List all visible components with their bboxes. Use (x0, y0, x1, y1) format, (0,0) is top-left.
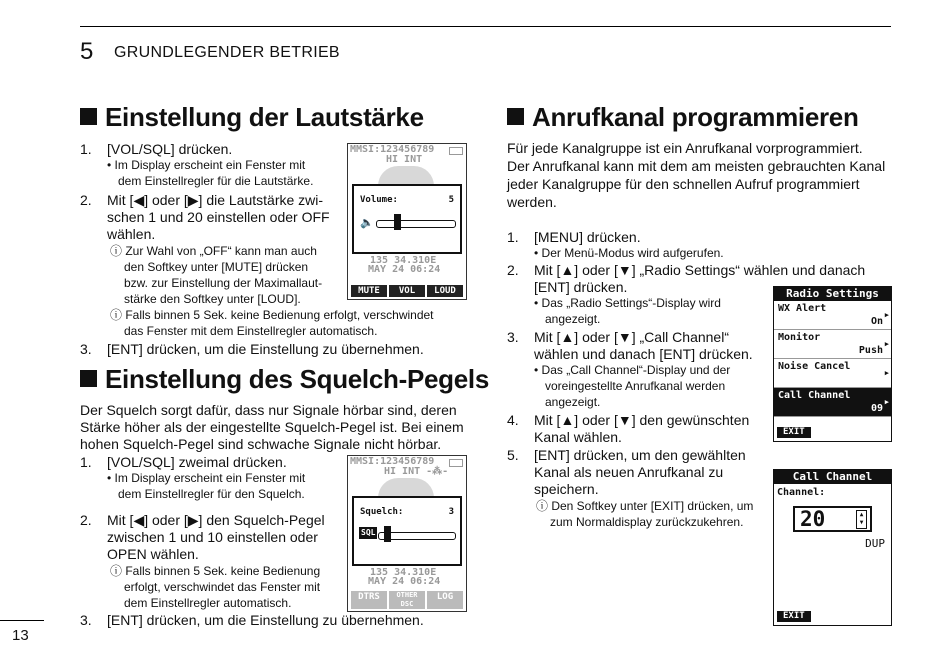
squelch-heading-text: Einstellung des Squelch-Pegels (105, 364, 489, 394)
radio-settings-screen (773, 286, 892, 442)
callchannel-intro-line: Für jede Kanalgruppe ist ein Anrufkanal vorprogrammiert. (507, 140, 863, 156)
menu-item-label: Monitor (778, 332, 821, 343)
coords-text: 135 34.310E (370, 567, 437, 578)
step-number: 1. (80, 141, 92, 157)
date-text: MAY 24 06:24 (368, 264, 441, 275)
heading-square-icon (80, 108, 97, 125)
coords-text: 135 34.310E (370, 255, 437, 266)
status-text: HI INT (386, 154, 423, 165)
softkey-mute[interactable]: MUTE (351, 285, 387, 297)
callchannel-step3: Mit [▲] oder [▼] „Call Channel“ (534, 329, 729, 345)
softkey-loud[interactable]: LOUD (427, 285, 463, 297)
menu-item-value: On (870, 316, 883, 327)
menu-item-label: Call Channel (778, 390, 851, 401)
speaker-icon: 🔈 (360, 216, 374, 229)
volume-step2: schen 1 und 20 einstellen oder OFF (107, 209, 330, 225)
channel-digits-shadow (378, 478, 434, 498)
softkey-log[interactable]: LOG (427, 591, 463, 609)
softkey-bar (351, 285, 463, 297)
callchannel-intro-line: Der Anrufkanal kann mit dem am meisten gebrauchten Kanal (507, 158, 886, 174)
softkey-vol[interactable]: VOL (389, 285, 425, 297)
step-number: 5. (507, 447, 519, 463)
callchannel-step5: Kanal als neuen Anrufkanal zu (534, 464, 724, 480)
volume-slider-knob[interactable] (394, 214, 401, 230)
squelch-popup (352, 496, 462, 566)
callchannel-step1: [MENU] drücken. (534, 229, 641, 245)
volume-tip: stärke den Softkey unter [LOUD]. (124, 292, 301, 306)
popup-value: 3 (448, 507, 454, 517)
step-number: 3. (507, 329, 519, 345)
date-text: MAY 24 06:24 (368, 576, 441, 587)
chapter-title: GRUNDLEGENDER BETRIEB (114, 44, 340, 61)
callchannel-intro-line: jeder Kanalgruppe für den schnellen Aufruf programmiert (507, 176, 860, 192)
volume-tip: den Softkey unter [MUTE] drücken (124, 260, 309, 274)
menu-item-value: 09 (870, 403, 883, 414)
step-number: 3. (80, 612, 92, 628)
callchannel-step3-note: angezeigt. (545, 395, 601, 409)
channel-field[interactable] (793, 506, 872, 532)
callchannel-step2: Mit [▲] oder [▼] „Radio Settings“ wählen und danach (534, 262, 866, 278)
volume-heading (80, 102, 424, 133)
menu-item-wx-alert[interactable] (774, 301, 891, 330)
volume-popup (352, 184, 462, 254)
volume-step1-note: dem Einstellregler für die Lautstärke. (118, 174, 314, 188)
menu-item-label: WX Alert (778, 303, 827, 314)
heading-square-icon (507, 108, 524, 125)
header-rule (80, 26, 891, 27)
squelch-step1-note: • Im Display erscheint ein Fenster mit (107, 471, 306, 485)
popup-label: Squelch: (360, 507, 404, 517)
squelch-step3: [ENT] drücken, um die Einstellung zu übernehmen. (107, 612, 424, 628)
callchannel-tip: zum Normaldisplay zurückzukehren. (550, 515, 744, 529)
squelch-intro: Stärke höher als der eingestellte Squelch-Pegel ist. Bei einem (80, 419, 464, 435)
menu-item-call-channel[interactable] (774, 388, 891, 417)
channel-label: Channel: (777, 487, 826, 498)
callchannel-step5: [ENT] drücken, um den gewählten (534, 447, 746, 463)
softkey-bar (351, 591, 463, 609)
squelch-intro: Der Squelch sorgt dafür, dass nur Signale hörbar sind, deren (80, 402, 457, 418)
menu-item-value: Push (858, 345, 883, 356)
exit-button[interactable]: EXIT (777, 611, 811, 622)
sql-badge: SQL (361, 528, 376, 537)
callchannel-intro (507, 139, 891, 211)
step-number: 2. (507, 262, 519, 278)
step-number: 2. (80, 192, 92, 208)
radio-settings-title: Radio Settings (774, 287, 891, 301)
menu-item-monitor[interactable] (774, 330, 891, 359)
volume-step2: Mit [◀] oder [▶] die Lautstärke zwi- (107, 192, 324, 208)
exit-button[interactable]: EXIT (777, 427, 811, 438)
squelch-step2: Mit [◀] oder [▶] den Squelch-Pegel (107, 512, 325, 528)
volume-tip: ⓘ Zur Wahl von „OFF“ kann man auch (110, 244, 317, 258)
callchannel-step2-note: angezeigt. (545, 312, 601, 326)
squelch-step2: zwischen 1 und 10 einstellen oder (107, 529, 318, 545)
callchannel-step3: wählen und danach [ENT] drücken. (534, 346, 753, 362)
mmsi-text: MMSI:123456789 (350, 456, 435, 467)
squelch-tip: dem Einstellregler automatisch. (124, 596, 292, 610)
squelch-radio-screen (347, 455, 467, 612)
squelch-tip: ⓘ Falls binnen 5 Sek. keine Bedienung (110, 564, 321, 578)
chevron-right-icon: ▶ (884, 398, 889, 406)
popup-label: Volume: (360, 195, 398, 205)
battery-icon (449, 459, 463, 467)
chevron-right-icon: ▶ (884, 311, 889, 319)
step-number: 3. (80, 341, 92, 357)
squelch-heading (80, 364, 489, 395)
callchannel-step2-note: • Das „Radio Settings“-Display wird (534, 296, 721, 310)
callchannel-step1-note: • Der Menü-Modus wird aufgerufen. (534, 246, 724, 260)
callchannel-step4: Kanal wählen. (534, 429, 622, 445)
volume-tip: das Fenster mit dem Einstellregler automatisch. (124, 324, 378, 338)
call-channel-screen (773, 469, 892, 626)
channel-digits-shadow (378, 166, 434, 186)
volume-radio-screen (347, 143, 467, 300)
callchannel-intro-line: werden. (507, 194, 557, 210)
popup-value: 5 (448, 195, 454, 205)
step-number: 1. (507, 229, 519, 245)
call-channel-title: Call Channel (774, 470, 891, 484)
heading-square-icon (80, 370, 97, 387)
squelch-tip: erfolgt, verschwindet das Fenster mit (124, 580, 321, 594)
softkey-dtrs[interactable]: DTRS (351, 591, 387, 609)
callchannel-tip: ⓘ Den Softkey unter [EXIT] drücken, um (536, 499, 754, 513)
volume-heading-text: Einstellung der Lautstärke (105, 102, 424, 132)
step-number: 1. (80, 454, 92, 470)
page-number: 13 (0, 620, 44, 644)
squelch-slider-knob[interactable] (384, 526, 391, 542)
squelch-intro: hohen Squelch-Pegel sind schwache Signale nicht hörbar. (80, 436, 442, 452)
menu-item-label: Noise Cancel (778, 361, 851, 372)
callchannel-step2: [ENT] drücken. (534, 279, 628, 295)
squelch-step1-note: dem Einstellregler für den Squelch. (118, 487, 305, 501)
callchannel-step3-note: • Das „Call Channel“-Display und der (534, 363, 731, 377)
volume-step1: [VOL/SQL] drücken. (107, 141, 233, 157)
volume-step3: [ENT] drücken, um die Einstellung zu übernehmen. (107, 341, 424, 357)
step-number: 2. (80, 512, 92, 528)
volume-slider[interactable] (376, 220, 456, 228)
callchannel-step5: speichern. (534, 481, 599, 497)
status-text: HI INT -⁂- (384, 466, 449, 477)
battery-icon (449, 147, 463, 155)
callchannel-step3-note: voreingestellte Anrufkanal werden (545, 379, 726, 393)
up-down-arrow-icon[interactable]: ▲ ▼ (856, 510, 867, 529)
chevron-right-icon: ▶ (884, 340, 889, 348)
softkey-other-dsc[interactable]: OTHER DSC (389, 591, 425, 609)
step-number: 4. (507, 412, 519, 428)
chevron-right-icon: ▶ (884, 369, 889, 377)
volume-step2: wählen. (107, 226, 156, 242)
callchannel-heading-text: Anrufkanal programmieren (532, 102, 859, 132)
volume-tip: ⓘ Falls binnen 5 Sek. keine Bedienung erfolgt, verschwindet (110, 308, 434, 322)
mmsi-text: MMSI:123456789 (350, 144, 435, 155)
squelch-step1: [VOL/SQL] zweimal drücken. (107, 454, 287, 470)
callchannel-heading (507, 102, 859, 133)
squelch-step2: OPEN wählen. (107, 546, 199, 562)
volume-step1-note: • Im Display erscheint ein Fenster mit (107, 158, 306, 172)
menu-item-noise-cancel[interactable] (774, 359, 891, 388)
chapter-number: 5 (80, 38, 94, 65)
volume-tip: bzw. zur Einstellung der Maximallaut- (124, 276, 323, 290)
channel-value: 20 (800, 507, 826, 531)
callchannel-step4: Mit [▲] oder [▼] den gewünschten (534, 412, 750, 428)
dup-label: DUP (865, 537, 885, 550)
